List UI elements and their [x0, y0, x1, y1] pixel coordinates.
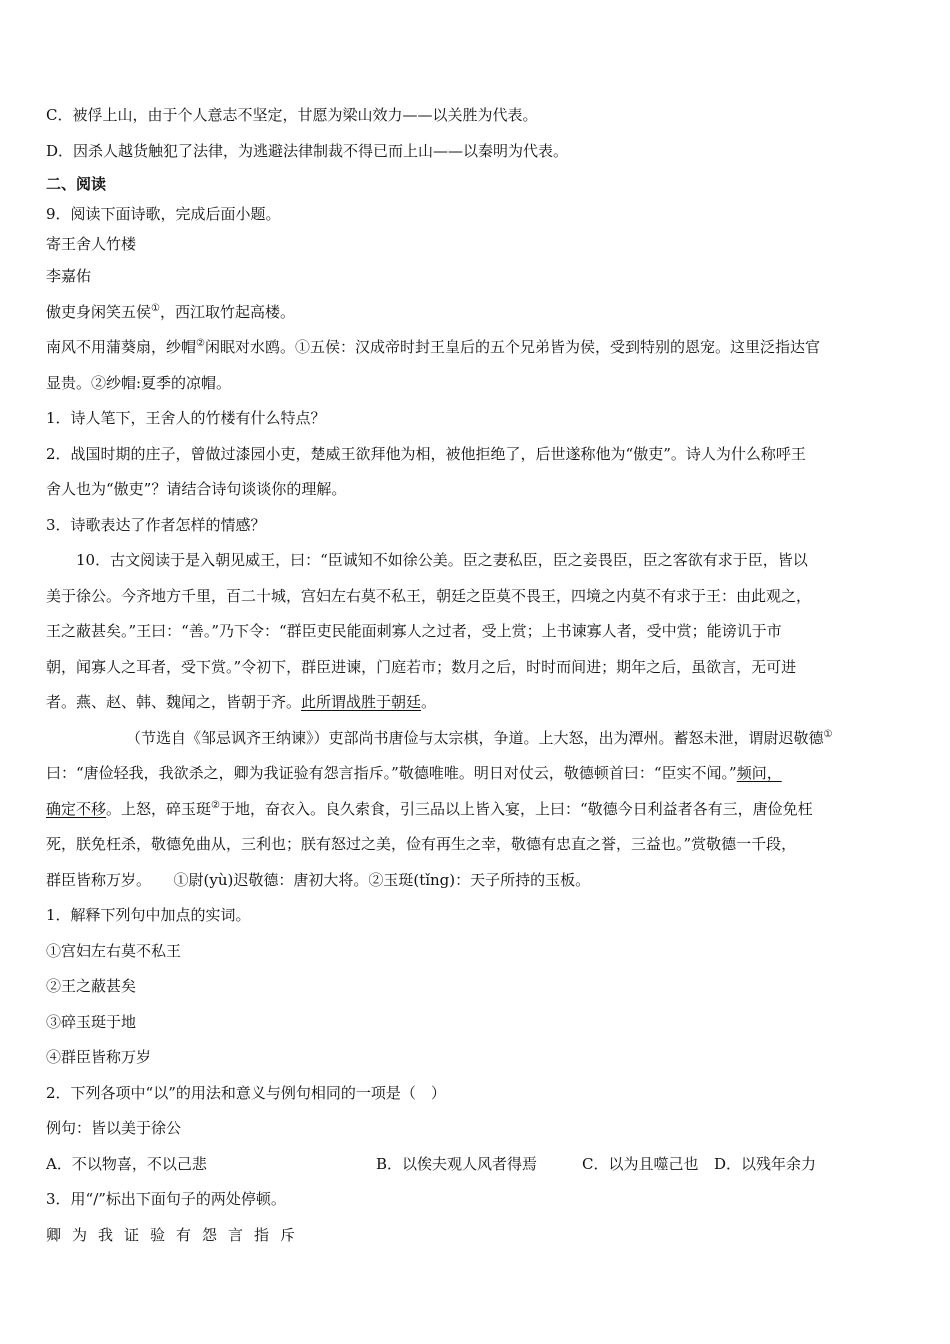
q9-sub1: 1．诗人笔下，王舍人的竹楼有什么特点？: [46, 409, 326, 427]
option-b: B．以俟夫观人风者得焉: [376, 1154, 538, 1173]
q10-item-4: ④群臣皆称万岁: [46, 1048, 152, 1066]
document-page: [46, 98, 906, 1253]
q10-options: [46, 1147, 906, 1183]
q9-sub3: 3．诗歌表达了作者怎样的情感？: [46, 515, 266, 534]
q10-p2-l3: [46, 792, 906, 828]
q10-item-3: ③碎玉珽于地: [46, 1012, 137, 1031]
q10-p2-l5: 群臣皆称万岁。 ①尉(yù)迟敬德：唐初大将。②玉珽(tǐng)：天子所持的玉板。: [46, 870, 591, 889]
option-d: D．以残年余力: [714, 1154, 817, 1173]
q10-p1-l2: 美于徐公。今齐地方千里，百二十城，宫妇左右莫不私王，朝廷之臣莫不畏王，四境之内莫不有求于王：由此观之，: [46, 586, 812, 605]
verse2-text-b: 闲眠对水鸥。①五侯：汉成帝时封王皇后的五个兄弟皆为侯，受到特别的恩宠。这里泛指达官: [204, 338, 820, 356]
q10-p2-l4: 死，朕免枉杀，敬德免曲从，三利也；朕有怒过之美，俭有再生之幸，敬德有忠直之誉，三益也。”赏敬德一千段，: [46, 835, 797, 853]
underlined-sentence-part2: 确定不移: [46, 799, 107, 818]
q9-sub2-b: 舍人也为“傲吏”？请结合诗句谈谈你的理解。: [46, 480, 347, 498]
footnote-marker: ①: [151, 302, 160, 314]
verse1-text-b: ，西江取竹起高楼。: [159, 302, 295, 321]
verse1-text: 傲吏身闲笑五侯: [46, 302, 152, 321]
q10-item-1: ①宫妇左右莫不私王: [46, 941, 182, 960]
q10-p1-l3: 王之蔽甚矣。”王曰：“善。”乃下令：“群臣吏民能面刺寡人之过者，受上赏；上书谏寡人者，受中赏；能谤讥于市: [46, 622, 782, 640]
p1-l5-text: 者。燕、赵、韩、魏闻之，皆朝于齐。: [46, 693, 302, 711]
q10-p1-l4: 朝，闻寡人之耳者，受下赏。”令初下，群臣进谏，门庭若市；数月之后，时时而间进；期年之后，虽欲言，无可进: [46, 657, 797, 676]
q10-p1-l5: [46, 685, 906, 721]
footnote-marker: ②: [211, 799, 220, 811]
q10-sub2: 2．下列各项中“以”的用法和意义与例句相同的一项是（ ）: [46, 1083, 446, 1102]
option-a: A．不以物喜，不以己悲: [46, 1154, 207, 1173]
poem-title: 寄王舍人竹楼: [46, 235, 137, 253]
poem-author: 李嘉佑: [46, 267, 92, 285]
p2-l1-text: （节选自《邹忌讽齐王纳谏》）吏部尚书唐俭与太宗棋，争道。上大怒，出为潭州。蓄怒未泄，谓尉迟敬德: [126, 728, 824, 747]
q10-p2-l2: [46, 756, 906, 792]
poem-note-cont: 显贵。②纱帽:夏季的凉帽。: [46, 373, 232, 392]
p1-l5-end: 。: [421, 693, 437, 711]
p2-l3-text: 。上怒，碎玉珽: [106, 799, 212, 818]
poem-verse-2: [46, 330, 906, 366]
q10-sub1: 1．解释下列句中加点的实词。: [46, 906, 251, 924]
option-c-prev: C．被俘上山，由于个人意志不坚定，甘愿为梁山效力——以关胜为代表。: [46, 106, 538, 124]
section-heading: 二、阅读: [46, 175, 107, 193]
q9-intro: 9．阅读下面诗歌，完成后面小题。: [46, 205, 281, 223]
footnote-marker: ①: [823, 728, 833, 740]
q10-sub3: 3．用“/”标出下面句子的两处停顿。: [46, 1190, 286, 1208]
q10-item-2: ②王之蔽甚矣: [46, 977, 137, 995]
q9-sub2-a: 2．战国时期的庄子，曾做过漆园小吏，楚威王欲拜他为相，被他拒绝了，后世遂称他为“傲吏”。诗人为什么称呼王: [46, 444, 806, 463]
q10-p1-l1: 10．古文阅读于是入朝见威王，曰：“臣诚知不如徐公美。臣之妻私臣，臣之妾畏臣，臣之客欲有求于臣，皆以: [76, 551, 808, 569]
p2-l3-text-b: 于地，奋衣入。良久索食，引三品以上皆入宴，上曰：“敬德今日利益者各有三，唐俭免枉: [220, 799, 813, 818]
q10-p2-l1: [46, 721, 906, 757]
p2-l2-text: 曰：“唐俭轻我，我欲杀之，卿为我证验有怨言指斥。”敬德唯唯。明日对仗云，敬德顿首曰：“臣实不闻。”: [46, 764, 737, 782]
underlined-sentence: 此所谓战胜于朝廷: [301, 693, 422, 711]
verse2-text: 南风不用蒲葵扇，纱帽: [46, 338, 197, 356]
underlined-sentence-part1: 频问，: [736, 764, 782, 782]
footnote-marker: ②: [196, 338, 205, 349]
q10-example: 例句：皆以美于徐公: [46, 1119, 182, 1137]
option-c: C．以为且噬己也: [582, 1154, 699, 1173]
q10-sentence: 卿为我证验有怨言指斥: [46, 1225, 307, 1244]
poem-verse-1: [46, 295, 906, 331]
option-d-prev: D．因杀人越货触犯了法律，为逃避法律制裁不得已而上山——以秦明为代表。: [46, 141, 569, 160]
